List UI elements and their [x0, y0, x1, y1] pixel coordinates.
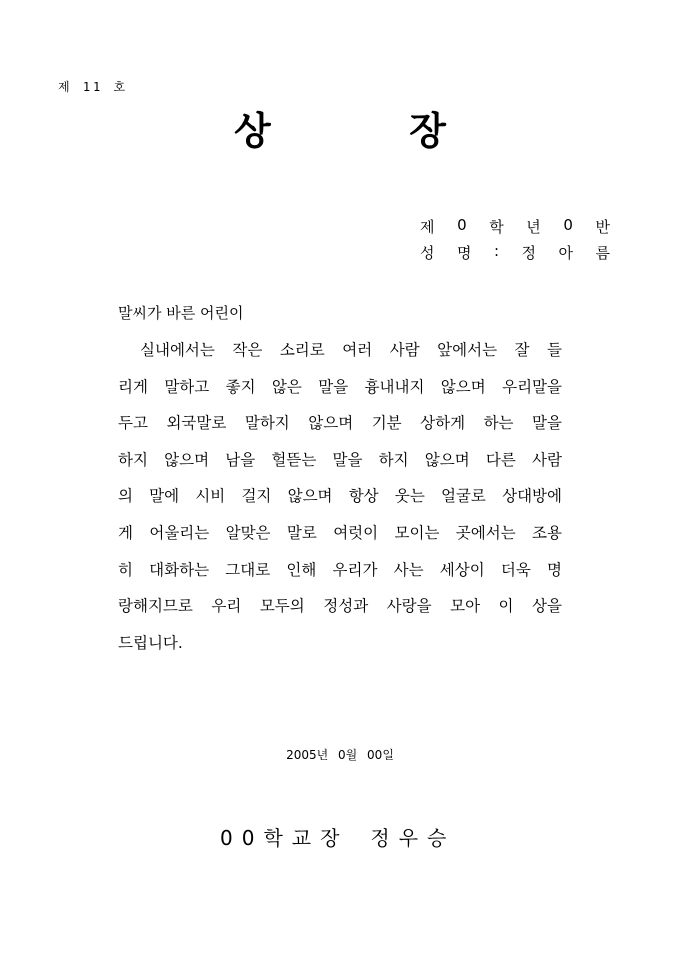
recipient-name-char: 명 [456, 244, 472, 262]
body-line: 드립니다. [118, 633, 183, 652]
body-line: 두고 외국말로 말하지 않으며 기분 상하게 하는 말을 [118, 414, 562, 433]
body-line: 히 대화하는 그대로 인해 우리가 사는 세상이 더욱 명 [118, 560, 562, 579]
body-line: 랑해지므로 우리 모두의 정성과 사랑을 모아 이 상을 [118, 597, 562, 616]
body-line: 의 말에 시비 걸지 않으며 항상 웃는 얼굴로 상대방에 [118, 487, 562, 506]
body-line: 하지 않으며 남을 헐뜯는 말을 하지 않으며 다른 사람 [118, 450, 562, 469]
title-char: 상 [234, 109, 271, 153]
signer-name: 정우승 [370, 826, 456, 850]
recipient-class-char: 반 [595, 218, 610, 236]
body-line: 리게 말하고 좋지 않은 말을 흉내내지 않으며 우리말을 [118, 377, 562, 396]
recipient-name-char: 름 [595, 244, 610, 262]
recipient-name-line [420, 242, 610, 263]
recipient-class-char: 제 [420, 218, 435, 236]
recipient-class-char: 학 [489, 218, 504, 236]
recipient-name-char: 정 [521, 244, 537, 262]
signer [220, 822, 455, 851]
recipient-class-char: 년 [526, 218, 541, 236]
recipient-class-char: 0 [457, 216, 467, 234]
recipient-name-char: 성 [420, 244, 435, 262]
award-name: 말씨가 바른 어린이 [118, 304, 244, 322]
recipient-name-char: 아 [558, 244, 573, 262]
award-date: 2005년 0월 00일 [286, 748, 394, 762]
recipient-name-char: : [493, 242, 500, 260]
title-char: 장 [409, 109, 446, 153]
body-line: 게 어울리는 알맞은 말로 여럿이 모이는 곳에서는 조용 [118, 523, 562, 542]
body-line: 실내에서는 작은 소리로 여러 사람 앞에서는 잘 들 [140, 341, 562, 359]
certificate-body [118, 338, 562, 667]
certificate-title [234, 100, 446, 155]
signer-title: 00학교장 [220, 826, 349, 850]
recipient-class-char: 0 [563, 216, 573, 234]
certificate-number: 제 11 호 [58, 80, 129, 94]
recipient-class-line [420, 216, 610, 237]
